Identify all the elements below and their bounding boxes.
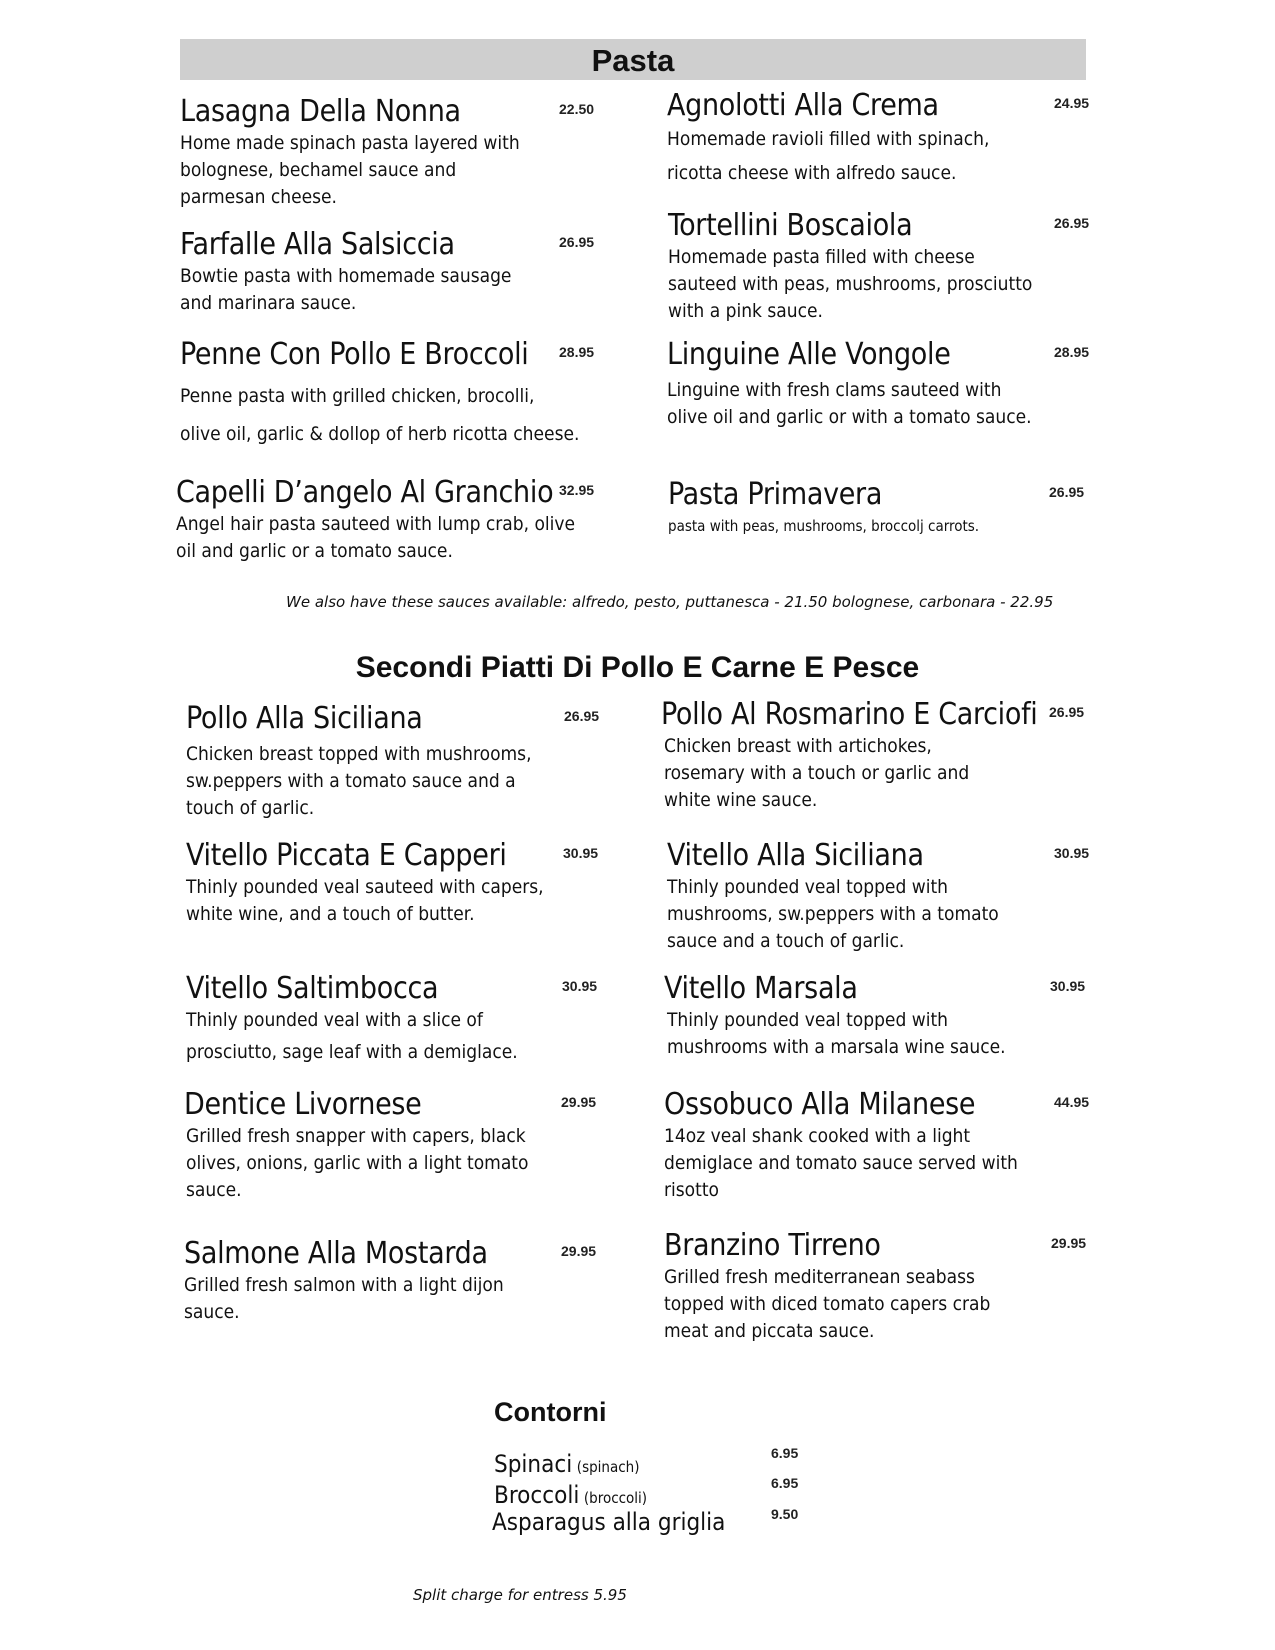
item-desc-line: Bowtie pasta with homemade sausage <box>180 265 512 287</box>
item-price: 30.95 <box>563 845 599 861</box>
item-desc-line: olives, onions, garlic with a light tomato <box>186 1152 529 1174</box>
item-price: 29.95 <box>1051 1235 1087 1251</box>
menu-item <box>180 337 595 453</box>
item-desc-line: sauce and a touch of garlic. <box>667 930 905 952</box>
item-desc-line: topped with diced tomato capers crab <box>664 1293 991 1315</box>
item-name: Lasagna Della Nonna <box>180 94 461 129</box>
item-desc-line: Homemade ravioli filled with spinach, <box>667 128 990 150</box>
item-desc-line: pasta with peas, mushrooms, broccolj carrots. <box>668 517 980 535</box>
item-desc-line: Penne pasta with grilled chicken, brocolli, <box>180 385 535 407</box>
item-price: 30.95 <box>562 978 598 994</box>
item-desc-line: 14oz veal shank cooked with a light <box>664 1125 971 1147</box>
item-desc-line: Chicken breast with artichokes, <box>664 735 932 757</box>
item-desc-line: and marinara sauce. <box>180 292 357 314</box>
side-item <box>494 1450 639 1478</box>
side-price: 6.95 <box>771 1475 799 1491</box>
item-desc-line: rosemary with a touch or garlic and <box>664 762 970 784</box>
side-name: Asparagus alla griglia <box>492 1508 726 1536</box>
item-price: 22.50 <box>559 101 595 117</box>
item-name: Linguine Alle Vongole <box>667 337 951 372</box>
item-price: 26.95 <box>559 234 595 250</box>
menu-item <box>664 1228 1087 1345</box>
item-name: Vitello Marsala <box>664 971 858 1006</box>
menu-item <box>668 208 1090 325</box>
item-price: 30.95 <box>1050 978 1086 994</box>
menu-item <box>186 971 598 1071</box>
menu-item <box>186 838 599 928</box>
item-desc-line: prosciutto, sage leaf with a demiglace. <box>186 1041 518 1063</box>
item-desc-line: Angel hair pasta sauteed with lump crab, olive <box>176 513 576 535</box>
menu-item <box>176 475 595 565</box>
item-price: 26.95 <box>564 708 600 724</box>
pasta-header-bar <box>180 39 1086 80</box>
item-name: Vitello Saltimbocca <box>186 971 439 1006</box>
item-name: Salmone Alla Mostarda <box>184 1236 488 1271</box>
item-desc-line: white wine sauce. <box>664 789 818 811</box>
sauces-note: We also have these sauces available: alfredo, pesto, puttanesca - 21.50 bolognese, carbonara - 22.95 <box>286 593 1054 611</box>
secondi-title: Secondi Piatti Di Pollo E Carne E Pesce <box>355 651 920 684</box>
item-desc-line: Grilled fresh salmon with a light dijon <box>184 1274 504 1296</box>
item-name: Branzino Tirreno <box>664 1228 881 1263</box>
item-name: Vitello Alla Siciliana <box>667 838 924 873</box>
item-price: 44.95 <box>1054 1094 1090 1110</box>
item-price: 26.95 <box>1054 215 1090 231</box>
item-desc-line: Thinly pounded veal sauteed with capers, <box>186 876 544 898</box>
item-name: Pasta Primavera <box>668 477 883 512</box>
menu-item <box>661 697 1085 814</box>
item-name: Vitello Piccata E Capperi <box>186 838 507 873</box>
item-name: Pollo Al Rosmarino E Carciofi <box>661 697 1038 732</box>
item-name: Penne Con Pollo E Broccoli <box>180 337 529 372</box>
item-desc-line: mushrooms, sw.peppers with a tomato <box>667 903 999 925</box>
side-name: Spinaci <box>494 1450 573 1478</box>
item-desc-line: Thinly pounded veal with a slice of <box>186 1009 483 1031</box>
item-desc-line: meat and piccata sauce. <box>664 1320 875 1342</box>
contorni-title: Contorni <box>494 1397 607 1427</box>
side-item <box>492 1508 725 1536</box>
menu-item <box>180 227 595 317</box>
menu-item <box>664 1087 1090 1204</box>
item-desc-line: olive oil, garlic & dollop of herb ricotta cheese. <box>180 423 580 445</box>
item-price: 24.95 <box>1054 95 1090 111</box>
item-desc-line: ricotta cheese with alfredo sauce. <box>667 162 957 184</box>
menu-item <box>180 94 595 211</box>
pasta-title: Pasta <box>591 43 675 78</box>
side-translation: (spinach) <box>576 1458 640 1476</box>
item-desc-line: risotto <box>664 1179 719 1201</box>
side-item <box>494 1481 647 1509</box>
menu-item <box>186 701 600 822</box>
item-desc-line: Grilled fresh mediterranean seabass <box>664 1266 975 1288</box>
item-desc-line: Chicken breast topped with mushrooms, <box>186 743 532 765</box>
item-desc-line: Thinly pounded veal topped with <box>667 876 949 898</box>
item-desc-line: with a pink sauce. <box>668 300 823 322</box>
item-desc-line: sauteed with peas, mushrooms, prosciutto <box>668 273 1033 295</box>
item-desc-line: olive oil and garlic or with a tomato sauce. <box>667 406 1032 428</box>
menu-item <box>184 1087 597 1204</box>
item-desc-line: Linguine with fresh clams sauteed with <box>667 379 1002 401</box>
item-desc-line: demiglace and tomato sauce served with <box>664 1152 1018 1174</box>
item-name: Pollo Alla Siciliana <box>186 701 423 736</box>
item-price: 32.95 <box>559 482 595 498</box>
side-price: 9.50 <box>771 1506 799 1522</box>
side-price: 6.95 <box>771 1445 799 1461</box>
item-price: 26.95 <box>1049 704 1085 720</box>
item-name: Tortellini Boscaiola <box>668 208 913 243</box>
item-desc-line: white wine, and a touch of butter. <box>186 903 475 925</box>
item-price: 29.95 <box>561 1243 597 1259</box>
item-price: 28.95 <box>559 344 595 360</box>
menu-item <box>667 337 1090 431</box>
menu-item <box>664 971 1086 1061</box>
item-price: 29.95 <box>561 1094 597 1110</box>
item-desc-line: oil and garlic or a tomato sauce. <box>176 540 453 562</box>
item-desc-line: Home made spinach pasta layered with <box>180 132 520 154</box>
item-desc-line: touch of garlic. <box>186 797 315 819</box>
item-desc-line: mushrooms with a marsala wine sauce. <box>667 1036 1006 1058</box>
side-translation: (broccoli) <box>583 1489 648 1507</box>
item-price: 28.95 <box>1054 344 1090 360</box>
item-name: Capelli D’angelo Al Granchio <box>176 475 554 510</box>
side-name: Broccoli <box>494 1481 580 1509</box>
item-name: Ossobuco Alla Milanese <box>664 1087 976 1122</box>
menu-item <box>184 1236 597 1326</box>
item-name: Agnolotti Alla Crema <box>667 88 939 123</box>
item-desc-line: sw.peppers with a tomato sauce and a <box>186 770 516 792</box>
item-price: 30.95 <box>1054 845 1090 861</box>
menu-item <box>668 477 1085 540</box>
item-name: Dentice Livornese <box>184 1087 422 1122</box>
item-desc-line: sauce. <box>186 1179 242 1201</box>
item-desc-line: parmesan cheese. <box>180 186 337 208</box>
item-desc-line: Homemade pasta filled with cheese <box>668 246 975 268</box>
item-name: Farfalle Alla Salsiccia <box>180 227 455 262</box>
item-desc-line: bolognese, bechamel sauce and <box>180 159 457 181</box>
split-charge-note: Split charge for entress 5.95 <box>413 1586 627 1604</box>
menu-item <box>667 838 1090 955</box>
item-desc-line: Grilled fresh snapper with capers, black <box>186 1125 526 1147</box>
item-price: 26.95 <box>1049 484 1085 500</box>
item-desc-line: sauce. <box>184 1301 240 1323</box>
menu-item <box>667 88 1090 192</box>
item-desc-line: Thinly pounded veal topped with <box>667 1009 949 1031</box>
